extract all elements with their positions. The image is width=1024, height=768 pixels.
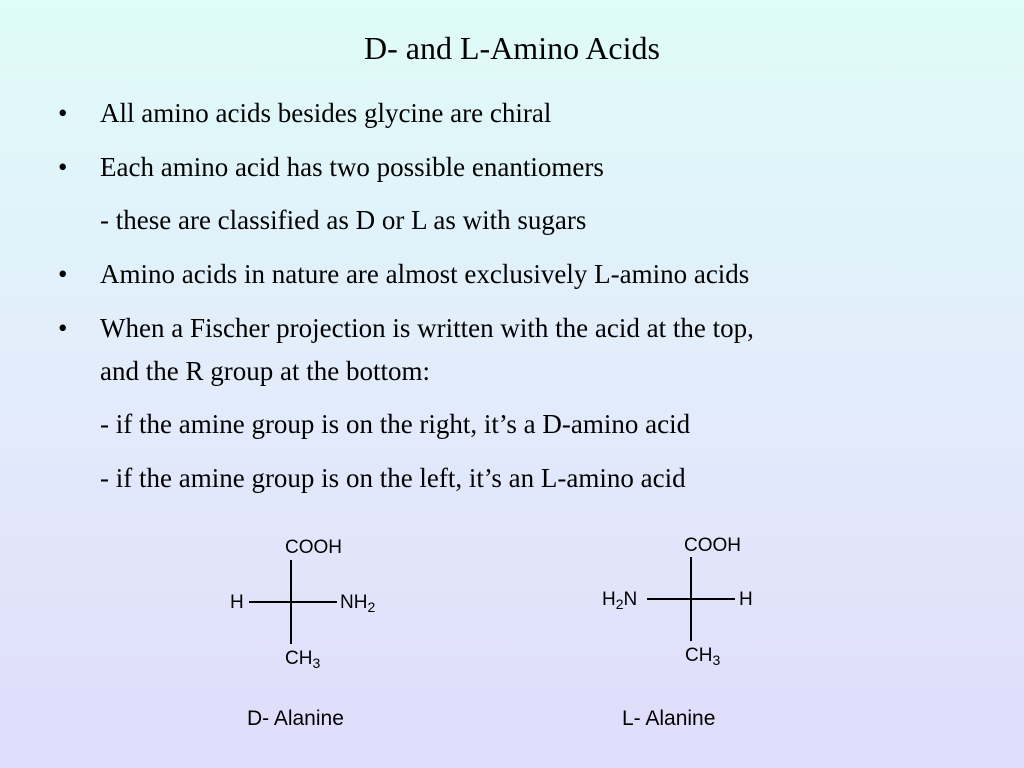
l-alanine-right-group: H (739, 589, 753, 610)
d-alanine-right-symbol: NH (340, 592, 368, 613)
bullet-marker: • (58, 98, 68, 128)
bullet-marker: • (58, 259, 68, 289)
bullet-text: - if the amine group is on the left, it’s an L-amino acid (100, 463, 686, 493)
d-alanine-right-subscript: 2 (367, 599, 376, 615)
bullet-marker: • (58, 313, 68, 343)
bullet-marker: • (58, 152, 68, 182)
bullet-text: - these are classified as D or L as with sugars (100, 205, 587, 235)
d-alanine-caption: D- Alanine (247, 707, 344, 730)
l-alanine-top-group: COOH (684, 535, 741, 556)
bullet-text: All amino acids besides glycine are chiral (100, 98, 552, 128)
bullet-text: and the R group at the bottom: (100, 356, 430, 386)
bullet-text: Amino acids in nature are almost exclusively L-amino acids (100, 259, 750, 289)
l-alanine-bottom-subscript: 3 (712, 652, 721, 668)
bullet-text: When a Fischer projection is written with the acid at the top, (100, 313, 754, 343)
l-alanine-horizontal-bond (647, 598, 735, 600)
l-alanine-bottom-symbol: CH (685, 645, 713, 666)
d-alanine-top-group: COOH (285, 537, 342, 558)
d-alanine-bottom-symbol: CH (285, 648, 313, 669)
bullet-text: - if the amine group is on the right, it’s a D-amino acid (100, 409, 691, 439)
l-alanine-bottom-group (685, 645, 720, 667)
l-alanine-left-subscript: 2 (615, 596, 624, 612)
slide-title: D- and L-Amino Acids (364, 30, 660, 66)
l-alanine-left-group (602, 589, 637, 611)
bullet-text: Each amino acid has two possible enantiomers (100, 152, 604, 182)
d-alanine-bottom-subscript: 3 (312, 655, 321, 671)
l-alanine-caption: L- Alanine (622, 707, 716, 730)
l-alanine-left-tail: N (623, 589, 638, 610)
d-alanine-left-group: H (230, 592, 244, 613)
l-alanine-left-symbol: H (602, 589, 616, 610)
